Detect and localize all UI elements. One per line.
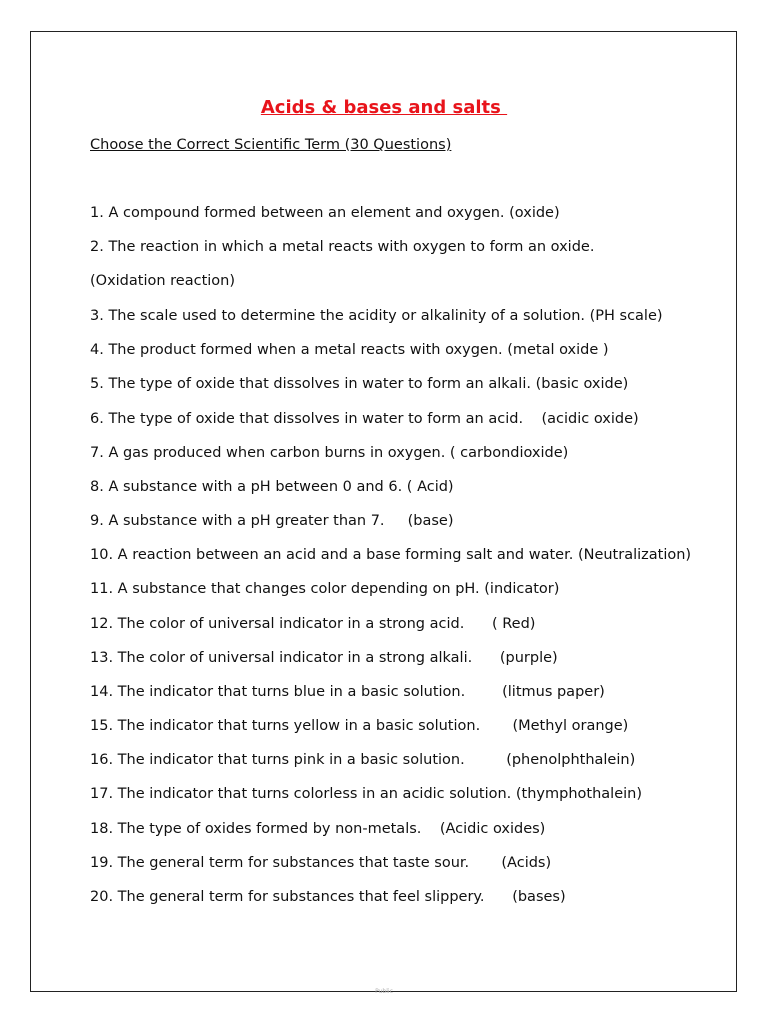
document-subtitle: Choose the Correct Scientific Term (30 Questions) <box>90 137 452 153</box>
question-line: 1. A compound formed between an element and oxygen. (oxide) <box>90 205 560 221</box>
question-line: 3. The scale used to determine the acidity or alkalinity of a solution. (PH scale) <box>90 308 663 324</box>
question-line: 20. The general term for substances that feel slippery. (bases) <box>90 889 566 905</box>
question-line: 14. The indicator that turns blue in a basic solution. (litmus paper) <box>90 684 605 700</box>
question-line: 16. The indicator that turns pink in a basic solution. (phenolphthalein) <box>90 752 636 768</box>
question-line: 10. A reaction between an acid and a base forming salt and water. (Neutralization) <box>90 547 692 563</box>
question-line: 5. The type of oxide that dissolves in water to form an alkali. (basic oxide) <box>90 376 629 392</box>
question-line: 17. The indicator that turns colorless in an acidic solution. (thymphothalein) <box>90 786 642 802</box>
question-line: 13. The color of universal indicator in a strong alkali. (purple) <box>90 650 558 666</box>
document-title: Acids & bases and salts <box>260 97 508 118</box>
question-line: 7. A gas produced when carbon burns in oxygen. ( carbondioxide) <box>90 445 569 461</box>
footer-label: Public <box>375 988 393 995</box>
question-line: 19. The general term for substances that taste sour. (Acids) <box>90 855 552 871</box>
question-line: 11. A substance that changes color depending on pH. (indicator) <box>90 581 560 597</box>
question-line: (Oxidation reaction) <box>90 273 236 289</box>
question-line: 8. A substance with a pH between 0 and 6. ( Acid) <box>90 479 454 495</box>
question-line: 9. A substance with a pH greater than 7. (base) <box>90 513 454 529</box>
question-line: 12. The color of universal indicator in a strong acid. ( Red) <box>90 616 536 632</box>
question-line: 6. The type of oxide that dissolves in water to form an acid. (acidic oxide) <box>90 411 639 427</box>
question-line: 4. The product formed when a metal reacts with oxygen. (metal oxide ) <box>90 342 609 358</box>
question-line: 2. The reaction in which a metal reacts with oxygen to form an oxide. <box>90 239 595 255</box>
question-line: 15. The indicator that turns yellow in a basic solution. (Methyl orange) <box>90 718 629 734</box>
question-line: 18. The type of oxides formed by non-metals. (Acidic oxides) <box>90 821 546 837</box>
